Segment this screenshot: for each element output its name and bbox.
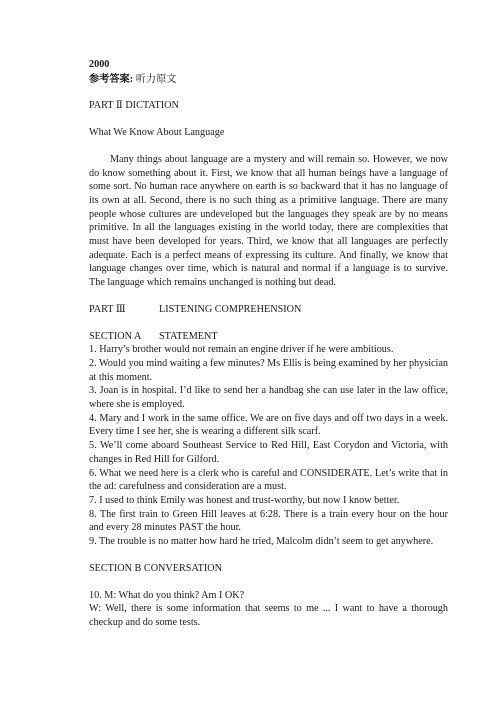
statement-item: 3. Joan is in hospital. I’d like to send her a handbag she can use later in the law office, where she is employed.	[89, 385, 448, 411]
part2-heading: PART Ⅱ DICTATION	[89, 100, 179, 112]
section-a-label: SECTION A	[89, 330, 142, 342]
answer-reference-text: 听力原文	[135, 73, 177, 85]
statement-item: 1. Harry’s brother would not remain an engine driver if he were ambitious.	[89, 344, 394, 356]
statement-item: 6. What we need here is a clerk who is careful and CONSIDERATE. Let’s write that in the ad: carefulness and consideration are a must.	[89, 467, 448, 493]
section-a-heading	[89, 330, 448, 344]
exam-year: 2000	[89, 59, 110, 70]
passage-title: What We Know About Language	[89, 127, 225, 139]
answer-reference-line	[89, 73, 448, 87]
part3-heading-label: PART Ⅲ	[89, 303, 126, 315]
statement-item: 2. Would you mind waiting a few minutes? Ms Ellis is being examined by her physician at this moment.	[89, 357, 448, 383]
conversation-line: 10. M: What do you think? Am I OK?	[89, 589, 245, 601]
part3-heading	[89, 303, 448, 317]
statement-item: 7. I used to think Emily was honest and trust-worthy, but now I know better.	[89, 494, 400, 506]
answer-reference-label: 参考答案:	[89, 73, 134, 85]
dictation-passage: Many things about language are a mystery and will remain so. However, we now do know something about it. First, we know that all human beings have a language of some sort. No human race anywhere on earth is so backward that it has no language of its own at all. Second, there is no such thing as a primitive language. There are many people whose cultures are undeveloped but the languages they speak are by no means primitive. In all the languages existing in the world today, there are complexities that must have been developed for years. Third, we know that all languages are perfectly adequate. Each is a perfect means of expressing its culture. And finally, we know that language changes over time, which is natural and normal if a language is to survive. The language which remains unchanged is nothing but dead.	[89, 153, 448, 289]
section-b-heading: SECTION B CONVERSATION	[89, 562, 223, 574]
part3-heading-text: LISTENING COMPREHENSION	[159, 303, 302, 315]
section-a-text: STATEMENT	[159, 330, 218, 342]
statement-item: 5. We’ll come aboard Southeast Service to Red Hill, East Corydon and Victoria, with changes in Red Hill for Gilford.	[89, 440, 448, 465]
conversation-line: W: Well, there is some information that seems to me ... I want to have a thorough checkup and do some tests.	[89, 603, 448, 628]
statement-item: 4. Mary and I work in the same office. We are on five days and off two days in a week. Every time I see her, she is wearing a different silk scarf.	[89, 412, 448, 438]
statement-item: 8. The first train to Green Hill leaves at 6:28. There is a train every hour on the hour and every 28 minutes PAST the hour.	[89, 508, 448, 534]
statement-item: 9. The trouble is no matter how hard he tried, Malcolm didn’t seem to get anywhere.	[89, 536, 434, 548]
